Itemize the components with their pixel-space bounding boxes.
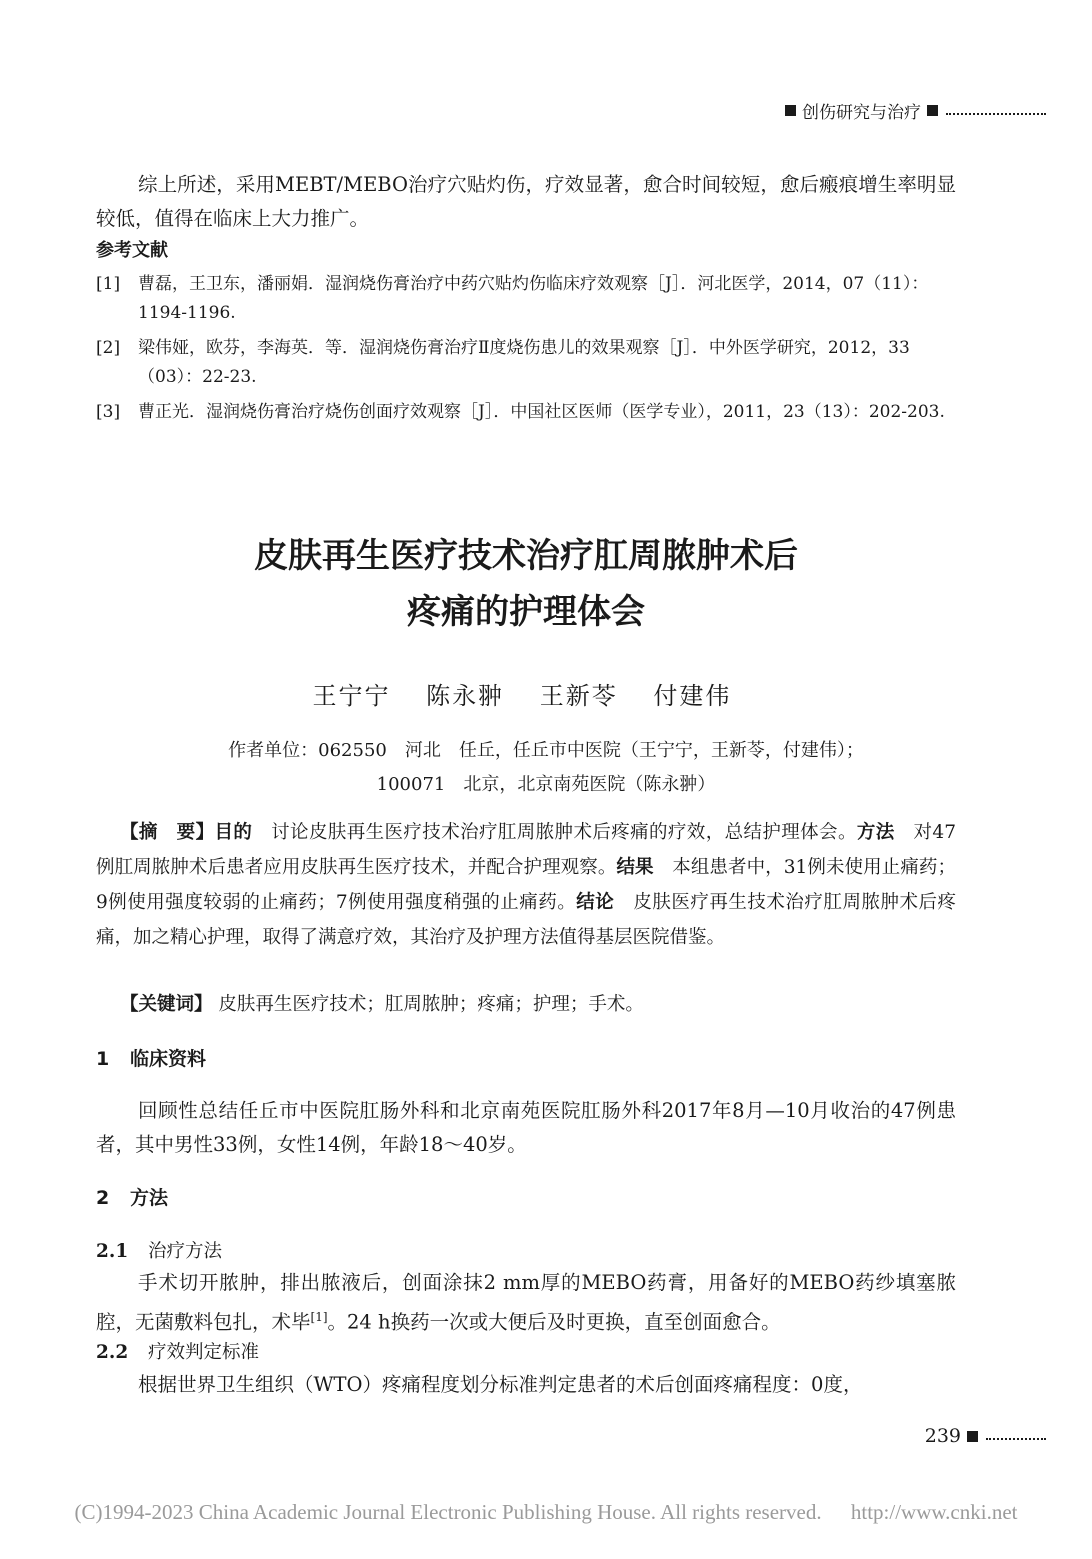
treatment-paragraph xyxy=(96,1266,956,1340)
section-name: 创伤研究与治疗 xyxy=(802,103,921,123)
affiliation-line-1: 作者单位：062550 河北 任丘，任丘市中医院（王宁宁，王新苓，付建伟）； xyxy=(228,740,864,761)
author-list: 王宁宁 陈永翀 王新苓 付建伟 xyxy=(312,682,732,710)
page-number xyxy=(925,1425,1046,1447)
reference-item xyxy=(96,270,956,328)
copyright-footer xyxy=(0,1500,1092,1525)
conclusion-text: 皮肤医疗再生技术治疗肛周脓肿术后疼痛，加之精心护理，取得了满意疗效，其治疗及护理方法值得基层医院借鉴。 xyxy=(96,892,956,948)
citation-marker: [1] xyxy=(310,1310,328,1324)
method-label: 方法 xyxy=(856,822,895,843)
section-title: 临床资料 xyxy=(130,1048,207,1070)
reference-number: [3] xyxy=(96,402,121,422)
objective-label: 目的 xyxy=(214,822,253,843)
square-bullet-icon xyxy=(785,105,796,116)
reference-list xyxy=(96,270,956,433)
reference-number: [2] xyxy=(96,338,121,358)
abstract-label: 【摘 要】 xyxy=(120,822,215,843)
keywords-text: 皮肤再生医疗技术；肛周脓肿；疼痛；护理；手术。 xyxy=(218,994,644,1015)
conclusion-paragraph: 综上所述，采用MEBT/MEBO治疗穴贴灼伤，疗效显著，愈合时间较短，愈后瘢痕增生率明显较低，值得在临床上大力推广。 xyxy=(96,173,956,230)
subsection-heading-2-1 xyxy=(96,1237,222,1263)
reference-item xyxy=(96,334,956,392)
reference-item xyxy=(96,398,956,427)
subsection-number: 2.1 xyxy=(96,1241,129,1262)
criteria-paragraph: 根据世界卫生组织（WTO）疼痛程度划分标准判定患者的术后创面疼痛程度：0度， xyxy=(138,1373,863,1396)
square-bullet-icon xyxy=(967,1431,978,1442)
title-line-2: 疼痛的护理体会 xyxy=(407,592,645,632)
reference-text: 曹磊，王卫东，潘丽娟．湿润烧伤膏治疗中药穴贴灼伤临床疗效观察［J］．河北医学，2014，07（11）：1194-1196. xyxy=(138,274,929,323)
objective-text: 讨论皮肤再生医疗技术治疗肛周脓肿术后疼痛的疗效，总结护理体会。 xyxy=(252,822,857,843)
result-text: 本组患者中，31例未使用止痛药；9例使用强度较弱的止痛药；7例使用强度稍强的止痛药。 xyxy=(96,857,956,913)
reference-text: 梁伟娅，欧芬，李海英．等．湿润烧伤膏治疗Ⅱ度烧伤患儿的效果观察［J］．中外医学研究，2012，33（03）：22-23. xyxy=(138,338,910,387)
subsection-heading-2-2 xyxy=(96,1338,259,1364)
clinical-data-paragraph: 回顾性总结任丘市中医院肛肠外科和北京南苑医院肛肠外科2017年8月—10月收治的47例患者，其中男性33例，女性14例，年龄18～40岁。 xyxy=(96,1099,956,1156)
section-number: 1 xyxy=(96,1048,110,1070)
treatment-text-a: 手术切开脓肿，排出脓液后，创面涂抹2 mm厚的MEBO药膏，用备好的MEBO药纱填塞脓腔，无菌敷料包扎，术毕 xyxy=(96,1271,956,1334)
references-heading: 参考文献 xyxy=(96,240,168,261)
affiliation xyxy=(0,734,1092,802)
conclusion-label: 结论 xyxy=(576,892,615,913)
keywords-label: 【关键词】 xyxy=(120,994,213,1015)
dotted-leader xyxy=(986,1438,1046,1440)
reference-number: [1] xyxy=(96,274,121,294)
title-line-1: 皮肤再生医疗技术治疗肛周脓肿术后 xyxy=(254,536,798,576)
subsection-title: 治疗方法 xyxy=(148,1241,223,1262)
abstract xyxy=(96,815,956,955)
section-heading-2 xyxy=(96,1183,168,1210)
running-header xyxy=(779,98,1046,123)
affiliation-line-2: 100071 北京，北京南苑医院（陈永翀） xyxy=(376,774,716,795)
reference-text: 曹正光．湿润烧伤膏治疗烧伤创面疗效观察［J］．中国社区医师（医学专业），2011，23（13）：202-203. xyxy=(138,402,945,422)
footer-url: http://www.cnki.net xyxy=(850,1500,1018,1524)
subsection-number: 2.2 xyxy=(96,1342,129,1363)
square-bullet-icon xyxy=(927,105,938,116)
subsection-title: 疗效判定标准 xyxy=(148,1342,260,1363)
page-number-value: 239 xyxy=(924,1425,961,1447)
copyright-text: (C)1994-2023 China Academic Journal Electronic Publishing House. All rights reserved. xyxy=(74,1500,822,1524)
treatment-text-b: 。24 h换药一次或大便后及时更换，直至创面愈合。 xyxy=(327,1310,781,1334)
section-number: 2 xyxy=(96,1187,110,1209)
keywords xyxy=(120,990,644,1016)
result-label: 结果 xyxy=(616,857,654,878)
dotted-leader xyxy=(946,113,1046,115)
article-title xyxy=(0,528,1092,640)
section-heading-1 xyxy=(96,1044,206,1071)
section-title: 方法 xyxy=(130,1187,169,1209)
method-text: 对47例肛周脓肿术后患者应用皮肤再生医疗技术，并配合护理观察。 xyxy=(96,822,956,878)
